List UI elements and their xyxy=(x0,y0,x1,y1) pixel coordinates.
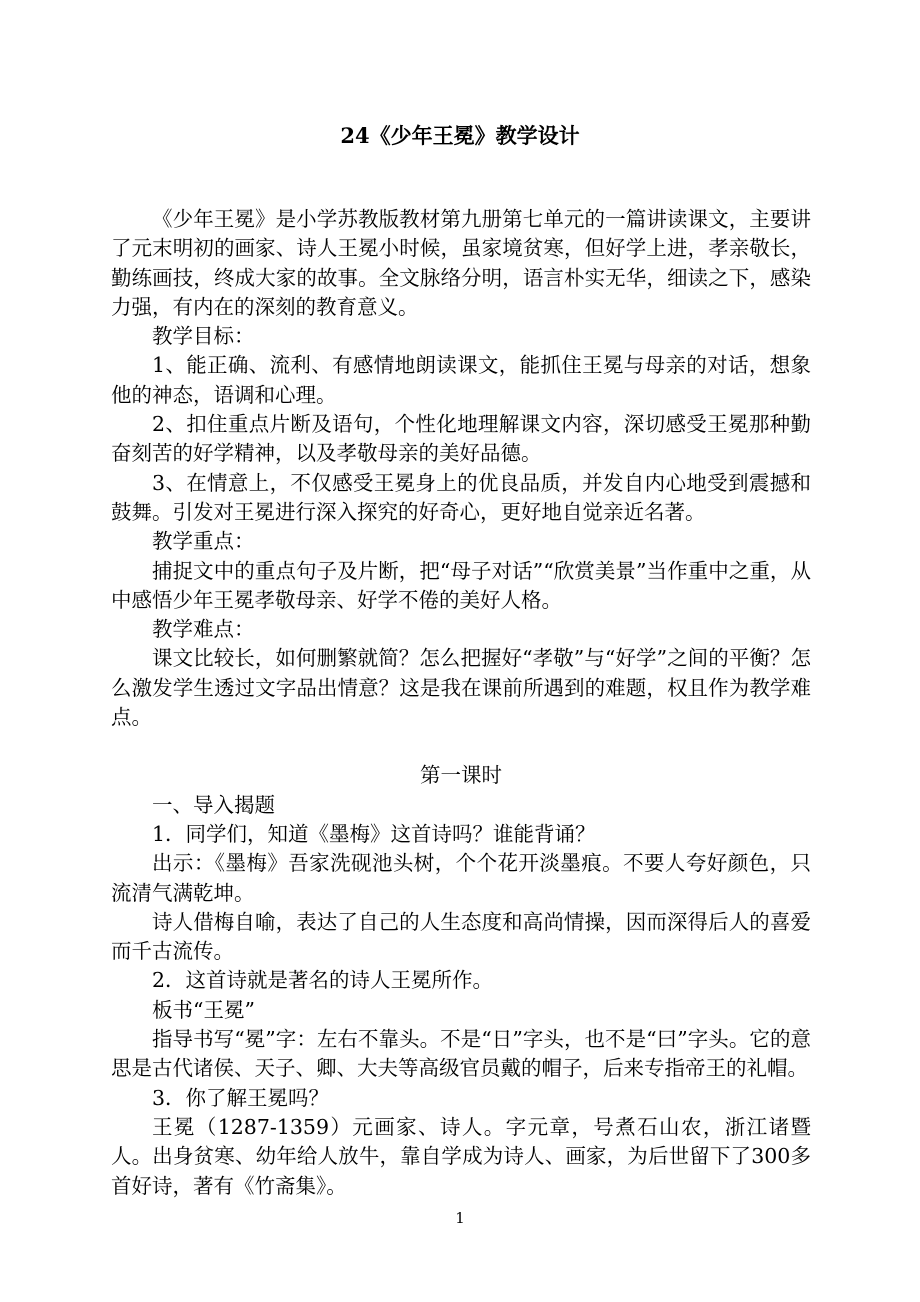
section-1-heading: 一、导入揭题 xyxy=(152,792,275,817)
key-points-heading: 教学重点： xyxy=(152,529,255,554)
board-text: 板书“王冕” xyxy=(152,997,255,1022)
step-2: 2．这首诗就是著名的诗人王冕所作。 xyxy=(152,968,494,993)
key-points-text: 捕捉文中的重点句子及片断，把“母子对话”“欣赏美景”当作重中之重，从中感悟少年王冕孝敬母亲、好学不倦的美好人格。 xyxy=(111,558,811,612)
poem-note: 诗人借梅自喻，表达了自己的人生态度和高尚情操，因而深得后人的喜爱而千古流传。 xyxy=(111,909,811,964)
goal-item-2: 2、扣住重点片断及语句，个性化地理解课文内容，深切感受王冕那种勤奋刻苦的好学精神，以及孝敬母亲的美好品德。 xyxy=(111,412,811,466)
document-body xyxy=(111,205,811,1201)
document-title: 24《少年王冕》教学设计 xyxy=(340,123,580,148)
lesson-heading: 第一课时 xyxy=(420,763,502,788)
writing-guide: 指导书写“冕”字：左右不靠头。不是“日”字头，也不是“曰”字头。它的意思是古代诸侯、天子、卿、大夫等高级官员戴的帽子，后来专指帝王的礼帽。 xyxy=(111,1027,811,1081)
difficulty-heading: 教学难点： xyxy=(152,617,255,642)
step-3: 3．你了解王冕吗？ xyxy=(152,1085,330,1110)
poem-display: 出示：《墨梅》吾家洗砚池头树，个个花开淡墨痕。不要人夸好颜色，只流清气满乾坤。 xyxy=(111,851,811,905)
intro-paragraph: 《少年王冕》是小学苏教版教材第九册第七单元的一篇讲读课文，主要讲了元末明初的画家、诗人王冕小时候，虽家境贫寒，但好学上进，孝亲敬长，勤练画技，终成大家的故事。全文脉络分明，语言朴实无华，细读之下，感染力强，有内在的深刻的教育意义。 xyxy=(111,207,811,319)
goal-item-3: 3、在情意上，不仅感受王冕身上的优良品质，并发自内心地受到震撼和鼓舞。引发对王冕进行深入探究的好奇心，更好地自觉亲近名著。 xyxy=(111,470,811,524)
difficulty-text: 课文比较长，如何删繁就简？怎么把握好“孝敬”与“好学”之间的平衡？怎么激发学生透过文字品出情意？这是我在课前所遇到的难题，权且作为教学难点。 xyxy=(111,646,811,730)
spacer xyxy=(111,732,811,761)
page-number: 1 xyxy=(455,1209,465,1227)
goals-heading: 教学目标： xyxy=(152,324,255,349)
biography-paragraph: 王冕（1287-1359）元画家、诗人。字元章，号煮石山农，浙江诸暨人。出身贫寒、幼年给人放牛，靠自学成为诗人、画家，为后世留下了300多首好诗，著有《竹斋集》。 xyxy=(111,1114,811,1198)
step-1: 1．同学们，知道《墨梅》这首诗吗？谁能背诵？ xyxy=(152,821,596,846)
goal-item-1: 1、能正确、流利、有感情地朗读课文，能抓住王冕与母亲的对话，想象他的神态，语调和心理。 xyxy=(111,353,811,407)
